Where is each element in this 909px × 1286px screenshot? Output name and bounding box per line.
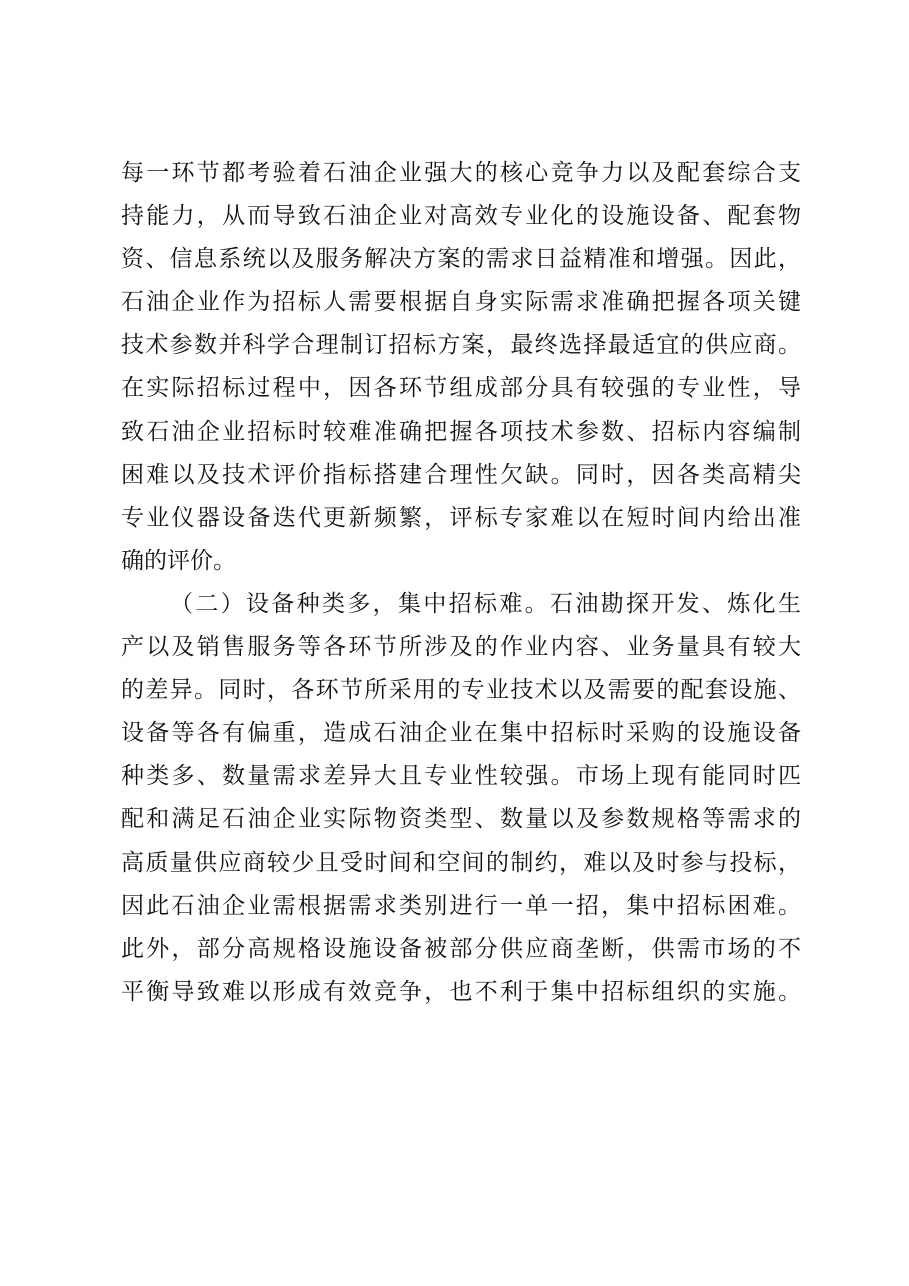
paragraph-1 <box>121 152 801 583</box>
text-line: 困难以及技术评价指标搭建合理性欠缺。同时，因各类高精尖 <box>121 461 801 488</box>
text-line: 高质量供应商较少且受时间和空间的制约，难以及时参与投标， <box>121 849 801 876</box>
text-line: 确的评价。 <box>121 547 236 574</box>
text-line: 技术参数并科学合理制订招标方案，最终选择最适宜的供应商。 <box>121 332 801 359</box>
section-heading-line: （二）设备种类多，集中招标难。石油勘探开发、炼化生 <box>170 590 801 617</box>
text-line: 此外，部分高规格设施设备被部分供应商垄断，供需市场的不 <box>121 935 801 962</box>
paragraph-2 <box>121 583 801 1014</box>
text-line: 的差异。同时，各环节所采用的专业技术以及需要的配套设施、 <box>121 677 801 704</box>
text-line: 平衡导致难以形成有效竞争，也不利于集中招标组织的实施。 <box>121 978 801 1005</box>
text-line: 致石油企业招标时较难准确把握各项技术参数、招标内容编制 <box>121 418 801 445</box>
text-line: 因此石油企业需根据需求类别进行一单一招，集中招标困难。 <box>121 892 801 919</box>
text-line: 种类多、数量需求差异大且专业性较强。市场上现有能同时匹 <box>121 763 801 790</box>
body-text <box>121 152 801 1014</box>
text-line: 资、信息系统以及服务解决方案的需求日益精准和增强。因此， <box>121 246 801 273</box>
text-line: 石油企业作为招标人需要根据自身实际需求准确把握各项关键 <box>121 289 801 316</box>
text-line: 产以及销售服务等各环节所涉及的作业内容、业务量具有较大 <box>121 634 801 661</box>
text-line: 在实际招标过程中，因各环节组成部分具有较强的专业性，导 <box>121 375 801 402</box>
text-line: 持能力，从而导致石油企业对高效专业化的设施设备、配套物 <box>121 203 801 230</box>
text-line: 每一环节都考验着石油企业强大的核心竞争力以及配套综合支 <box>121 160 801 186</box>
text-line: 设备等各有偏重，造成石油企业在集中招标时采购的设施设备 <box>121 720 801 747</box>
text-line: 专业仪器设备迭代更新频繁，评标专家难以在短时间内给出准 <box>121 504 801 531</box>
text-line: 配和满足石油企业实际物资类型、数量以及参数规格等需求的 <box>121 806 801 833</box>
